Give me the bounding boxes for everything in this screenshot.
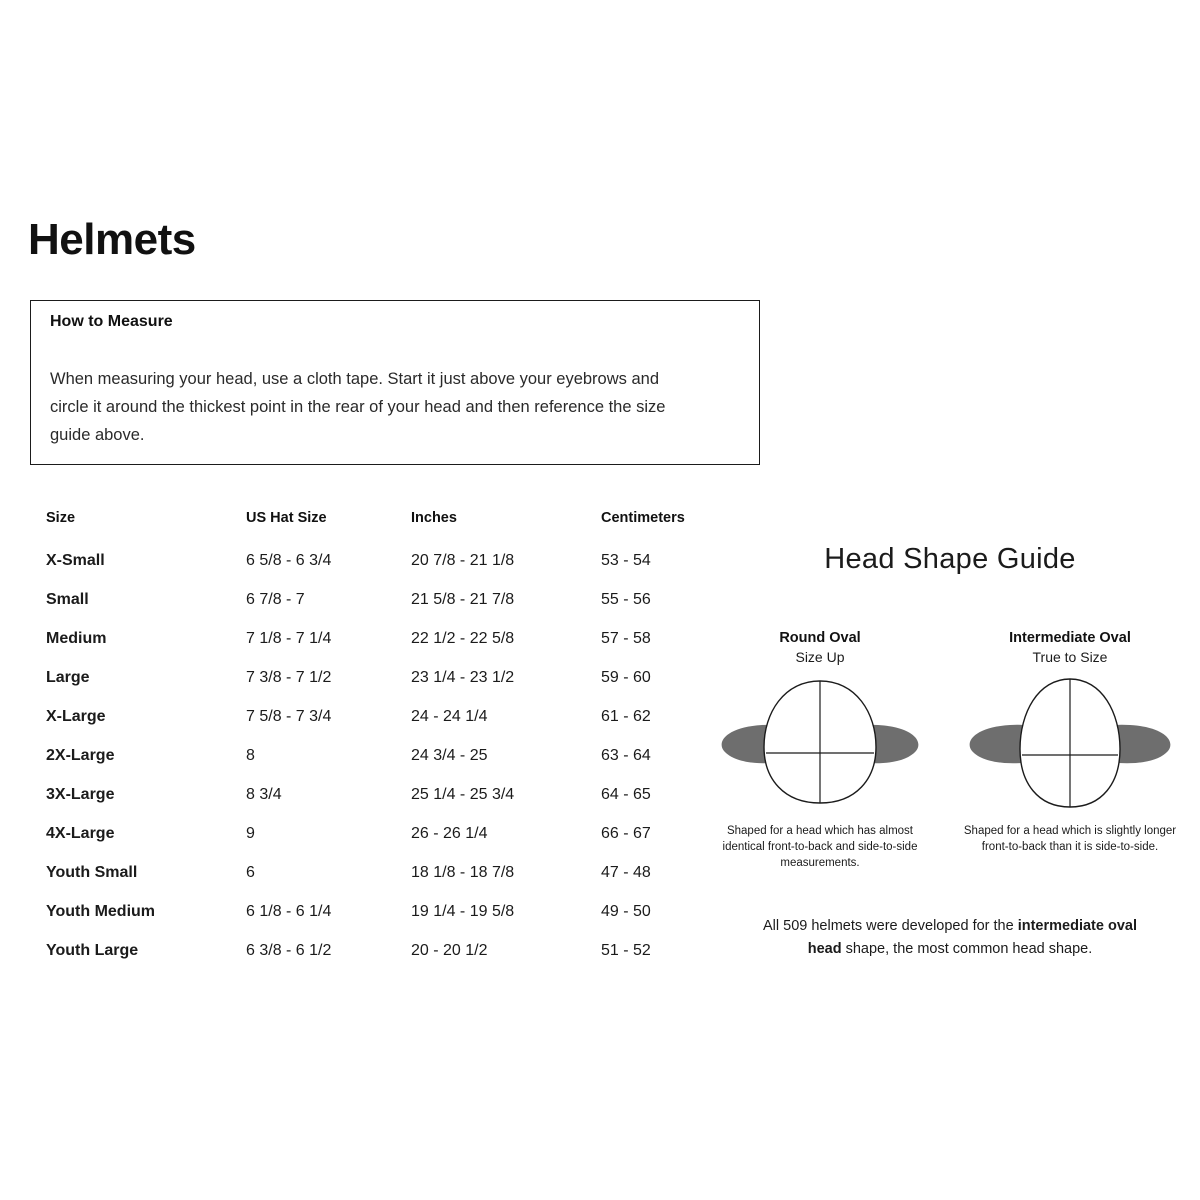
column-header-inches: Inches: [411, 510, 457, 526]
cell-cm: 51 - 52: [601, 942, 651, 959]
shape-description: Shaped for a head which is slightly longer front-to-back than it is side-to-side.: [963, 825, 1177, 853]
shape-fit: True to Size: [1032, 649, 1108, 665]
how-to-measure-text: When measuring your head, use a cloth tape. Start it just above your eyebrows and circle it around the thickest point in the rear of your head and then reference the size guide above.: [50, 370, 666, 444]
cell-cm: 47 - 48: [601, 864, 651, 881]
column-header-centimeters: Centimeters: [601, 510, 685, 526]
column-header-size: Size: [46, 510, 76, 526]
cell-hat: 7 3/8 - 7 1/2: [246, 669, 332, 686]
table-row: [46, 630, 746, 669]
head-shape-guide: [700, 535, 1200, 1005]
cell-cm: 53 - 54: [601, 552, 651, 569]
cell-size: 4X-Large: [46, 825, 115, 842]
cell-cm: 57 - 58: [601, 630, 651, 647]
cell-cm: 49 - 50: [601, 903, 651, 920]
cell-hat: 8 3/4: [246, 786, 282, 803]
cell-cm: 55 - 56: [601, 591, 651, 608]
cell-size: Youth Large: [46, 942, 139, 959]
page-title: Helmets: [28, 215, 196, 265]
cell-size: X-Small: [46, 552, 105, 569]
shape-description: Shaped for a head which has almost identical front-to-back and side-to-side measurements.: [722, 825, 918, 869]
note-prefix: All 509 helmets were developed for the: [763, 918, 1018, 934]
cell-inches: 18 1/8 - 18 7/8: [411, 864, 515, 881]
cell-inches: 24 - 24 1/4: [411, 708, 488, 725]
cell-inches: 23 1/4 - 23 1/2: [411, 669, 515, 686]
shape-fit: Size Up: [795, 649, 845, 665]
table-header-row: [46, 510, 746, 552]
shape-name: Intermediate Oval: [1009, 630, 1131, 646]
cell-inches: 19 1/4 - 19 5/8: [411, 903, 515, 920]
cell-size: Large: [46, 669, 90, 686]
size-chart-table: [46, 510, 746, 981]
cell-hat: 6 5/8 - 6 3/4: [246, 552, 332, 569]
shape-name: Round Oval: [779, 630, 861, 646]
cell-inches: 21 5/8 - 21 7/8: [411, 591, 515, 608]
table-row: [46, 747, 746, 786]
cell-inches: 22 1/2 - 22 5/8: [411, 630, 515, 647]
how-to-measure-heading: How to Measure: [50, 313, 173, 330]
table-row: [46, 786, 746, 825]
column-header-us-hat-size: US Hat Size: [246, 510, 327, 526]
cell-inches: 24 3/4 - 25: [411, 747, 488, 764]
cell-hat: 6 1/8 - 6 1/4: [246, 903, 332, 920]
cell-size: 3X-Large: [46, 786, 115, 803]
cell-cm: 61 - 62: [601, 708, 651, 725]
cell-size: Youth Small: [46, 864, 138, 881]
cell-cm: 63 - 64: [601, 747, 651, 764]
table-row: [46, 708, 746, 747]
cell-hat: 6 3/8 - 6 1/2: [246, 942, 332, 959]
head-shape-intermediate-oval: [950, 630, 1190, 855]
note-suffix: shape, the most common head shape.: [841, 941, 1093, 957]
cell-hat: 8: [246, 747, 255, 764]
cell-cm: 66 - 67: [601, 825, 651, 842]
cell-hat: 7 1/8 - 7 1/4: [246, 630, 332, 647]
cell-inches: 25 1/4 - 25 3/4: [411, 786, 515, 803]
cell-inches: 20 - 20 1/2: [411, 942, 488, 959]
head-shape-note: [750, 915, 1150, 961]
cell-hat: 6: [246, 864, 255, 881]
note-bold: intermediate oval head: [807, 918, 1137, 957]
table-row: [46, 825, 746, 864]
cell-inches: 20 7/8 - 21 1/8: [411, 552, 515, 569]
cell-hat: 9: [246, 825, 255, 842]
cell-cm: 59 - 60: [601, 669, 651, 686]
head-shape-round-oval: [700, 630, 940, 871]
cell-hat: 6 7/8 - 7: [246, 591, 305, 608]
head-shape-guide-title: Head Shape Guide: [824, 543, 1076, 575]
cell-size: 2X-Large: [46, 747, 115, 764]
cell-size: Medium: [46, 630, 107, 647]
table-row: [46, 903, 746, 942]
table-row: [46, 864, 746, 903]
cell-size: Small: [46, 591, 89, 608]
cell-cm: 64 - 65: [601, 786, 651, 803]
cell-hat: 7 5/8 - 7 3/4: [246, 708, 332, 725]
cell-size: Youth Medium: [46, 903, 156, 920]
table-row: [46, 591, 746, 630]
table-row: [46, 942, 746, 981]
cell-inches: 26 - 26 1/4: [411, 825, 488, 842]
intermediate-oval-head-diagram: [960, 675, 1180, 815]
table-row: [46, 552, 746, 591]
round-oval-head-diagram: [710, 675, 930, 815]
table-row: [46, 669, 746, 708]
cell-size: X-Large: [46, 708, 106, 725]
